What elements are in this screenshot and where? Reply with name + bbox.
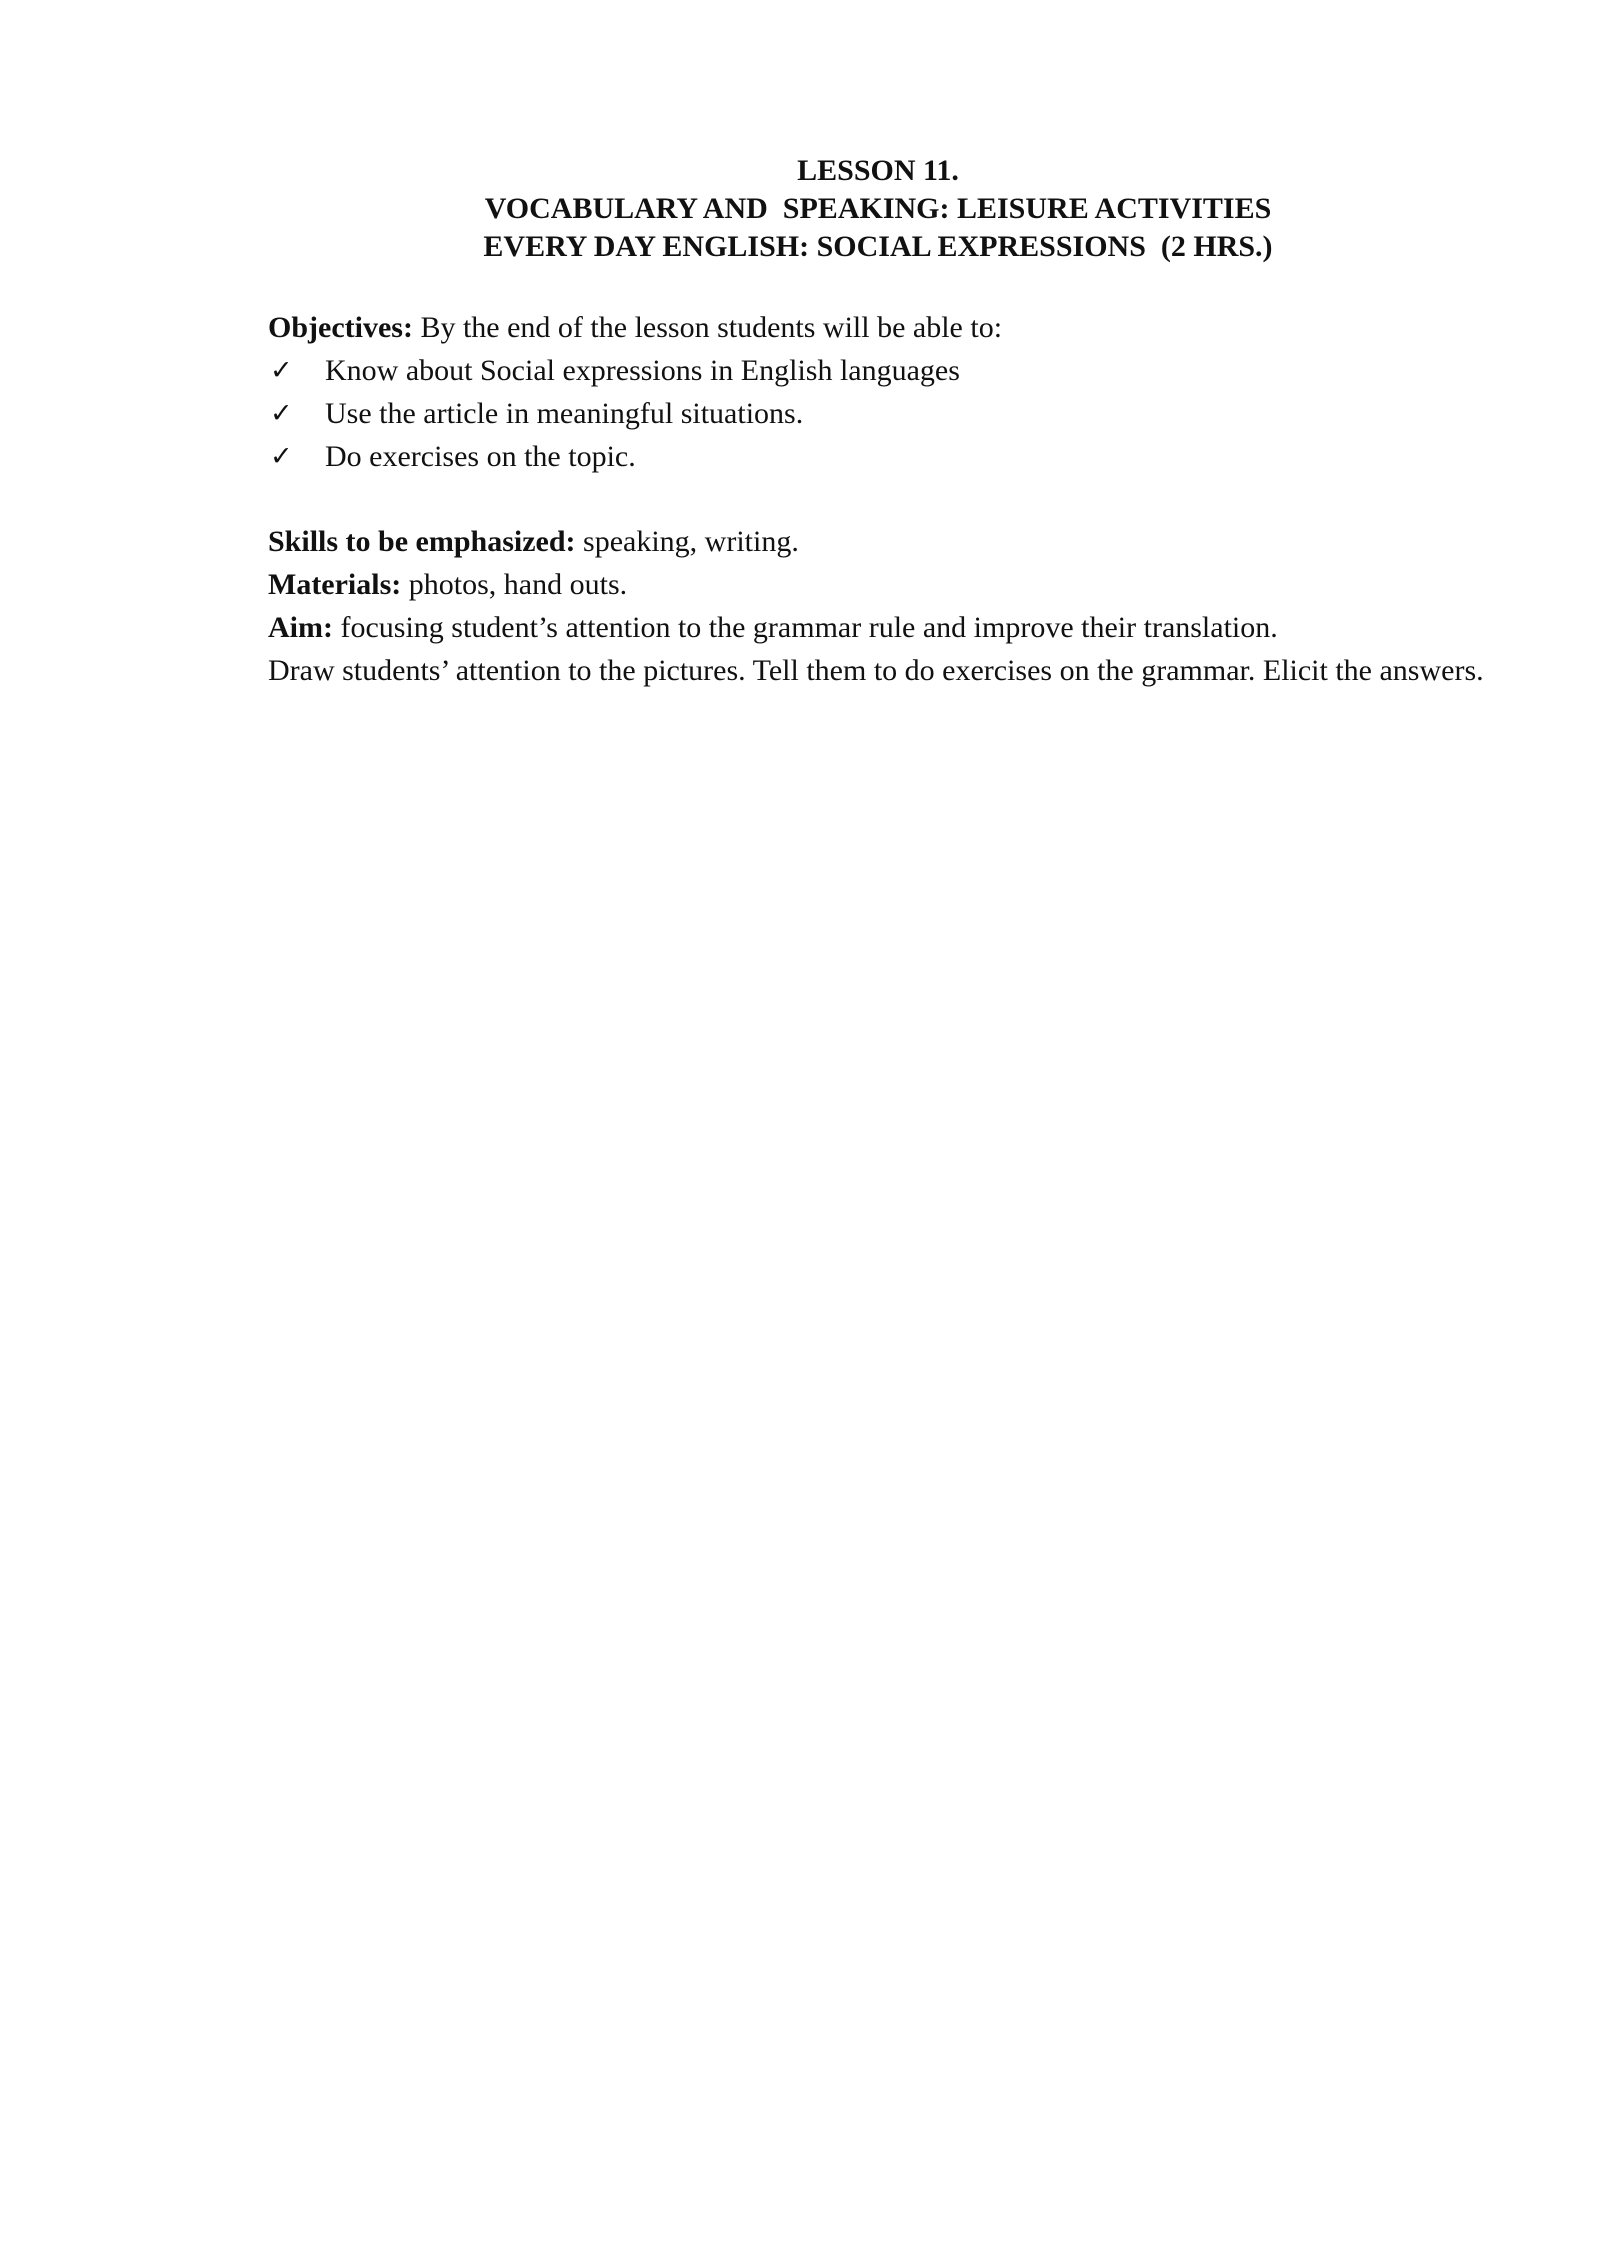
materials-line <box>268 563 1488 606</box>
check-mark-icon: ✓ <box>270 441 293 472</box>
materials-text: photos, hand outs. <box>401 568 628 601</box>
aim-line <box>268 606 1488 649</box>
objective-text: Know about Social expressions in English languages <box>325 354 960 387</box>
skills-label: Skills to be emphasized: <box>268 525 576 558</box>
aim-text: focusing student’s attention to the grammar rule and improve their translation. <box>332 611 1278 644</box>
materials-label: Materials: <box>268 568 402 601</box>
lesson-body <box>268 306 1488 692</box>
objective-item <box>268 349 1488 392</box>
objective-item <box>268 392 1488 435</box>
check-mark-icon: ✓ <box>270 355 293 386</box>
objective-text: Use the article in meaningful situations. <box>325 397 804 430</box>
skills-text: speaking, writing. <box>575 525 799 558</box>
instructions-paragraph: Draw students’ attention to the pictures. Tell them to do exercises on the grammar. Elicit the answers. <box>268 654 1484 687</box>
objectives-heading <box>268 306 1488 349</box>
lesson-topic-line: VOCABULARY AND SPEAKING: LEISURE ACTIVITIES <box>484 192 1272 225</box>
lesson-title <box>268 152 1488 266</box>
objectives-label: Objectives: <box>268 311 413 344</box>
skills-line <box>268 520 1488 563</box>
aim-label: Aim: <box>268 611 333 644</box>
check-mark-icon: ✓ <box>270 398 293 429</box>
objective-text: Do exercises on the topic. <box>325 440 636 473</box>
objectives-intro: By the end of the lesson students will be able to: <box>412 311 1003 344</box>
lesson-subtopic-line: EVERY DAY ENGLISH: SOCIAL EXPRESSIONS (2 HRS.) <box>483 230 1273 263</box>
objective-item <box>268 435 1488 478</box>
lesson-number-line: LESSON 11. <box>797 154 959 187</box>
section-spacer <box>268 478 1488 520</box>
objectives-list <box>268 349 1488 478</box>
